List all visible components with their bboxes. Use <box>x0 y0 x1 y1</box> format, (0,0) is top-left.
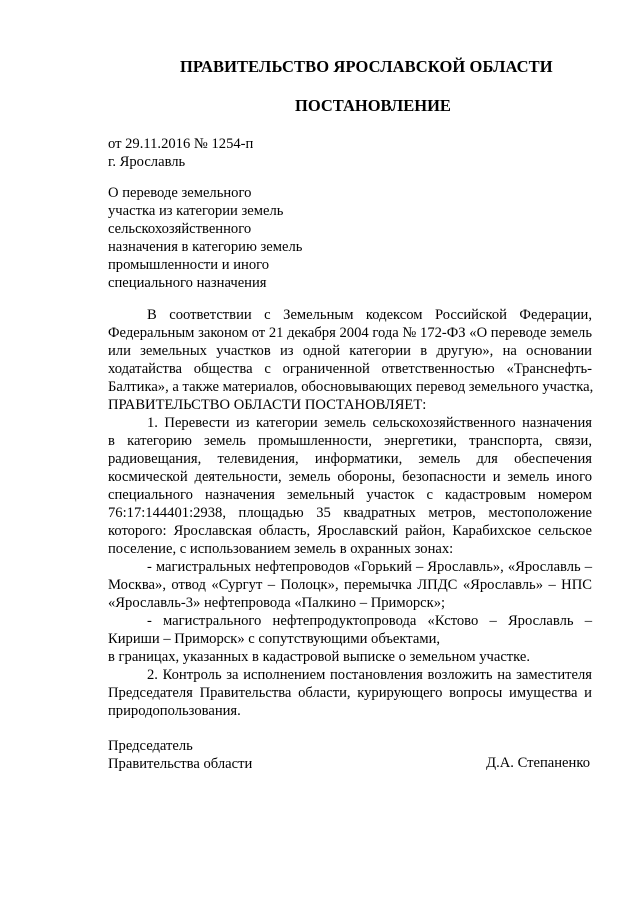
body-line: которого: Ярославская область, Ярославский район, Карабихское сельское <box>108 523 592 539</box>
subject-line: участка из категории земель <box>108 203 284 219</box>
body-line: ПРАВИТЕЛЬСТВО ОБЛАСТИ ПОСТАНОВЛЯЕТ: <box>108 397 427 413</box>
document-type: ПОСТАНОВЛЕНИЕ <box>295 96 451 115</box>
signature-role: Правительства области <box>108 756 253 772</box>
city: г. Ярославль <box>108 154 186 170</box>
body-line: - магистрального нефтепродуктопровода «Кстово – Ярославль – <box>147 613 592 629</box>
body-line: космической деятельности, земель обороны, безопасности и земель иного <box>108 469 592 485</box>
subject-line: промышленности и иного <box>108 257 270 273</box>
body-line: 76:17:144401:2938, площадью 35 квадратных метров, местоположение <box>108 505 592 521</box>
subject-line: назначения в категорию земель <box>108 239 303 255</box>
body-line: Федеральным законом от 21 декабря 2004 года № 172-ФЗ «О переводе земель <box>108 325 592 341</box>
body-line: 2. Контроль за исполнением постановления возложить на заместителя <box>147 667 592 683</box>
subject-line: О переводе земельного <box>108 185 252 201</box>
body-line: Балтика», а также материалов, обосновывающих перевод земельного участка, <box>108 379 594 395</box>
body-line: специального назначения земельный участок с кадастровым номером <box>108 487 592 503</box>
body-line: в категорию земель промышленности, энергетики, транспорта, связи, <box>108 433 592 449</box>
body-line: поселение, с использованием земель в охранных зонах: <box>108 541 454 557</box>
body-line: - магистральных нефтепроводов «Горький – Ярославль», «Ярославль – <box>147 559 592 575</box>
body-line: ходатайства общества с ограниченной ответственностью «Транснефть- <box>108 361 592 377</box>
subject-line: сельскохозяйственного <box>108 221 252 237</box>
date-number: от 29.11.2016 № 1254-п <box>108 136 254 152</box>
body-line: 1. Перевести из категории земель сельскохозяйственного назначения <box>147 415 592 431</box>
signature-name: Д.А. Степаненко <box>486 755 590 771</box>
subject-line: специального назначения <box>108 275 267 291</box>
body-line: радиовещания, телевидения, информатики, земель для обеспечения <box>108 451 592 467</box>
signature-role: Председатель <box>108 738 193 754</box>
body-line: или земельных участков из одной категории в другую», на основании <box>108 343 592 359</box>
body-line: Москва», отвод «Сургут – Полоцк», перемычка ЛПДС «Ярославль» – НПС <box>108 577 592 593</box>
body-line: Председателя Правительства области, курирующего вопросы имущества и <box>108 685 592 701</box>
document-title: ПРАВИТЕЛЬСТВО ЯРОСЛАВСКОЙ ОБЛАСТИ <box>180 57 553 76</box>
body-line: в границах, указанных в кадастровой выписке о земельном участке. <box>108 649 531 665</box>
body-line: «Ярославль-3» нефтепровода «Палкино – Приморск»; <box>108 595 446 611</box>
body-line: В соответствии с Земельным кодексом Российской Федерации, <box>147 307 592 323</box>
body-line: природопользования. <box>108 703 241 719</box>
body-line: Кириши – Приморск» с сопутствующими объектами, <box>108 631 441 647</box>
